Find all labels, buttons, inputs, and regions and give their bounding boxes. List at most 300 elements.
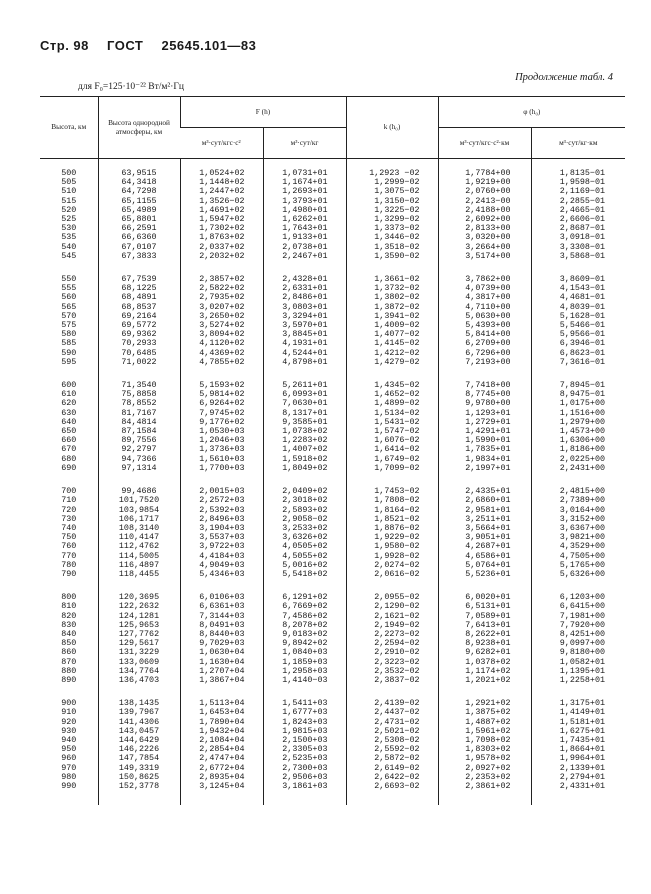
cell-k: 1,9229−02 <box>346 533 438 542</box>
cell-scale-height: 87,1584 <box>98 427 180 436</box>
cell-F2: 3,1861+03 <box>263 782 346 791</box>
cell-scale-height: 114,5005 <box>98 552 180 561</box>
cell-F2: 1,3793+01 <box>263 197 346 206</box>
cell-scale-height: 108,3140 <box>98 524 180 533</box>
cell-k: 2,2273−02 <box>346 630 438 639</box>
cell-phi1: 7,2193+00 <box>438 358 531 367</box>
cell-F2: 5,2611+01 <box>263 381 346 390</box>
col-phi-header: φ (h₀) <box>438 97 625 128</box>
spacer-cell <box>98 579 180 593</box>
cell-phi1: 4,6586+01 <box>438 552 531 561</box>
cell-phi2: 1,3175+01 <box>531 699 625 708</box>
spacer-cell <box>98 367 180 381</box>
cell-F1: 3,5537+03 <box>180 533 263 542</box>
cell-scale-height: 150,8625 <box>98 773 180 782</box>
cell-phi2: 8,9475−01 <box>531 390 625 399</box>
cell-F2: 3,8845+01 <box>263 330 346 339</box>
cell-height: 570 <box>61 310 77 321</box>
cell-F1: 1,3867+04 <box>180 676 263 685</box>
cell-k: 1,4345−02 <box>346 381 438 390</box>
cell-phi2: 5,1628−01 <box>531 312 625 321</box>
cell-phi1: 4,7110+00 <box>438 303 531 312</box>
cell-height: 760 <box>61 541 77 552</box>
cell-phi2: 2,0225+00 <box>531 455 625 464</box>
cell-F1: 8,0491+03 <box>180 621 263 630</box>
spacer-cell <box>346 579 438 593</box>
cell-F1: 6,9264+02 <box>180 399 263 408</box>
cell-scale-height: 146,2226 <box>98 745 180 754</box>
spacer-cell <box>438 473 531 487</box>
cell-F2: 1,9133+01 <box>263 233 346 242</box>
spacer-cell <box>438 367 531 381</box>
spacer-cell <box>438 579 531 593</box>
cell-scale-height: 106,1717 <box>98 515 180 524</box>
cell-k: 1,5134−02 <box>346 409 438 418</box>
cell-phi1: 2,0760+00 <box>438 187 531 196</box>
cell-scale-height: 64,3418 <box>98 178 180 187</box>
cell-phi1: 2,6860+01 <box>438 496 531 505</box>
cell-F1: 1,4691+02 <box>180 206 263 215</box>
cell-phi1: 2,6092+00 <box>438 215 531 224</box>
cell-scale-height: 144,6429 <box>98 736 180 745</box>
cell-phi2: 4,1543−01 <box>531 284 625 293</box>
cell-scale-height: 110,4147 <box>98 533 180 542</box>
cell-F1: 1,5113+04 <box>180 699 263 708</box>
cell-F2: 1,4007+02 <box>263 445 346 454</box>
cell-F1: 3,8094+02 <box>180 330 263 339</box>
cell-phi2: 1,1395+01 <box>531 667 625 676</box>
cell-phi2: 3,5868−01 <box>531 252 625 261</box>
cell-height: 620 <box>61 398 77 409</box>
cell-k: 1,3075−02 <box>346 187 438 196</box>
cell-F2: 2,6331+01 <box>263 284 346 293</box>
cell-F2: 7,4586+02 <box>263 612 346 621</box>
cell-F1: 5,9814+02 <box>180 390 263 399</box>
spacer-cell <box>531 473 625 487</box>
col-F-unit2: м³·сут/кг <box>263 128 346 159</box>
cell-scale-height: 68,4891 <box>98 293 180 302</box>
cell-phi1: 1,2729+01 <box>438 418 531 427</box>
cell-phi2: 2,2794+01 <box>531 773 625 782</box>
cell-height: 810 <box>61 601 77 612</box>
cell-phi1: 2,4335+01 <box>438 487 531 496</box>
cell-F2: 2,3018+02 <box>263 496 346 505</box>
cell-scale-height: 141,4306 <box>98 718 180 727</box>
group-gap <box>40 367 625 381</box>
cell-scale-height: 143,0457 <box>98 727 180 736</box>
cell-scale-height: 67,0107 <box>98 243 180 252</box>
cell-height: 700 <box>61 486 77 497</box>
cell-phi1: 2,0927+02 <box>438 764 531 773</box>
cell-phi2: 2,1339+01 <box>531 764 625 773</box>
cell-scale-height: 81,7167 <box>98 409 180 418</box>
cell-F1: 1,7302+02 <box>180 224 263 233</box>
cell-scale-height: 103,9854 <box>98 506 180 515</box>
cell-k: 2,4437−02 <box>346 708 438 717</box>
cell-phi1: 5,8414+00 <box>438 330 531 339</box>
spacer-cell <box>180 685 263 699</box>
cell-F2: 8,2078+02 <box>263 621 346 630</box>
cell-phi2: 3,9821+00 <box>531 533 625 542</box>
cell-F1: 9,1776+02 <box>180 418 263 427</box>
table-row <box>40 464 625 473</box>
cell-height: 640 <box>61 416 77 427</box>
cell-phi1: 7,0589+01 <box>438 612 531 621</box>
spacer-cell <box>180 791 263 805</box>
spacer-cell <box>346 791 438 805</box>
cell-phi2: 3,0918−01 <box>531 233 625 242</box>
cell-k: 2,2594−02 <box>346 639 438 648</box>
cell-F1: 2,8935+04 <box>180 773 263 782</box>
cell-scale-height: 139,7967 <box>98 708 180 717</box>
cell-phi1: 1,4291+01 <box>438 427 531 436</box>
cell-scale-height: 118,4455 <box>98 570 180 579</box>
cell-k: 1,9928−02 <box>346 552 438 561</box>
spacer-cell <box>40 685 98 699</box>
cell-height: 830 <box>61 619 77 630</box>
cell-k: 1,3150−02 <box>346 197 438 206</box>
cell-height: 510 <box>61 186 77 197</box>
cell-phi2: 8,4251+00 <box>531 630 625 639</box>
cell-height: 580 <box>61 329 77 340</box>
cell-scale-height: 97,1314 <box>98 464 180 473</box>
spacer-cell <box>263 685 346 699</box>
cell-k: 2,3223−02 <box>346 658 438 667</box>
cell-height: 980 <box>61 771 77 782</box>
cell-phi1: 8,2622+01 <box>438 630 531 639</box>
cell-scale-height: 124,1281 <box>98 612 180 621</box>
col-phi-unit2: м³·сут/кг·км <box>531 128 625 159</box>
cell-phi1: 3,5664+01 <box>438 524 531 533</box>
cell-phi2: 2,4815+00 <box>531 487 625 496</box>
cell-F2: 6,7669+02 <box>263 602 346 611</box>
cell-F1: 1,7890+04 <box>180 718 263 727</box>
cell-F2: 1,1674+01 <box>263 178 346 187</box>
cell-F1: 1,1448+02 <box>180 178 263 187</box>
cell-height: 800 <box>61 592 77 603</box>
cell-k: 1,8876−02 <box>346 524 438 533</box>
cell-phi1: 6,7296+00 <box>438 349 531 358</box>
cell-k: 1,4009−02 <box>346 321 438 330</box>
spacer-cell <box>346 367 438 381</box>
cell-F1: 1,2046+03 <box>180 436 263 445</box>
group-gap <box>40 579 625 593</box>
cell-phi2: 9,0997+00 <box>531 639 625 648</box>
cell-F2: 1,0840+03 <box>263 648 346 657</box>
cell-scale-height: 66,2591 <box>98 224 180 233</box>
cell-k: 1,6749−02 <box>346 455 438 464</box>
cell-phi1: 6,2709+00 <box>438 339 531 348</box>
cell-scale-height: 68,8537 <box>98 303 180 312</box>
spacer-cell <box>180 261 263 275</box>
cell-F1: 6,0106+03 <box>180 593 263 602</box>
spacer-cell <box>531 367 625 381</box>
cell-k: 1,3872−02 <box>346 303 438 312</box>
table-row <box>40 782 625 791</box>
cell-phi1: 6,0020+01 <box>438 593 531 602</box>
cell-phi1: 2,4188+00 <box>438 206 531 215</box>
col-F-unit1: м³·сут/кгс·с² <box>180 128 263 159</box>
cell-F1: 1,6453+04 <box>180 708 263 717</box>
cell-phi1: 1,9578+02 <box>438 754 531 763</box>
cell-height: 770 <box>61 550 77 561</box>
cell-F2: 1,6262+01 <box>263 215 346 224</box>
cell-phi2: 7,1981+00 <box>531 612 625 621</box>
cell-F2: 2,0409+02 <box>263 487 346 496</box>
cell-scale-height: 66,6360 <box>98 233 180 242</box>
cell-F1: 2,6772+04 <box>180 764 263 773</box>
cell-k: 2,6422−02 <box>346 773 438 782</box>
cell-k: 2,1621−02 <box>346 612 438 621</box>
cell-scale-height: 69,2164 <box>98 312 180 321</box>
cell-phi2: 4,7505+00 <box>531 552 625 561</box>
cell-scale-height: 68,1225 <box>98 284 180 293</box>
cell-F1: 2,1084+04 <box>180 736 263 745</box>
cell-phi1: 7,6413+01 <box>438 621 531 630</box>
cell-height: 960 <box>61 753 77 764</box>
cell-F2: 2,2467+01 <box>263 252 346 261</box>
cell-phi2: 1,8664+01 <box>531 745 625 754</box>
cell-phi1: 1,5990+01 <box>438 436 531 445</box>
cell-F2: 6,1291+02 <box>263 593 346 602</box>
cell-F2: 1,6777+03 <box>263 708 346 717</box>
cell-phi1: 7,7418+00 <box>438 381 531 390</box>
cell-height: 515 <box>61 195 77 206</box>
cell-F2: 6,0993+01 <box>263 390 346 399</box>
spacer-cell <box>180 473 263 487</box>
spacer-row <box>40 791 625 805</box>
spacer-cell <box>98 685 180 699</box>
cell-F1: 1,0630+04 <box>180 648 263 657</box>
cell-F2: 2,8486+01 <box>263 293 346 302</box>
cell-F2: 1,4980+01 <box>263 206 346 215</box>
cell-height: 690 <box>61 462 77 473</box>
cell-height: 950 <box>61 744 77 755</box>
cell-phi1: 2,3861+02 <box>438 782 531 791</box>
cell-F2: 2,1500+03 <box>263 736 346 745</box>
cell-height: 585 <box>61 338 77 349</box>
cell-scale-height: 89,7556 <box>98 436 180 445</box>
cell-height: 535 <box>61 232 77 243</box>
cell-phi2: 3,0164+00 <box>531 506 625 515</box>
cell-scale-height: 70,6485 <box>98 349 180 358</box>
cell-k: 1,4899−02 <box>346 399 438 408</box>
spacer-cell <box>438 685 531 699</box>
cell-F2: 5,0016+02 <box>263 561 346 570</box>
cell-F2: 1,2958+03 <box>263 667 346 676</box>
cell-F2: 1,7643+01 <box>263 224 346 233</box>
cell-F1: 8,8440+03 <box>180 630 263 639</box>
cell-phi2: 6,8623−01 <box>531 349 625 358</box>
cell-F1: 2,5392+03 <box>180 506 263 515</box>
standard-label: ГОСТ <box>107 38 144 53</box>
table-row <box>40 676 625 685</box>
cell-F2: 3,3294+01 <box>263 312 346 321</box>
cell-height: 540 <box>61 241 77 252</box>
cell-phi2: 2,1169−01 <box>531 187 625 196</box>
cell-F2: 3,2533+02 <box>263 524 346 533</box>
cell-k: 2,1290−02 <box>346 602 438 611</box>
cell-phi2: 4,3529+00 <box>531 542 625 551</box>
cell-phi2: 1,2258+01 <box>531 676 625 685</box>
cell-F1: 2,2032+02 <box>180 252 263 261</box>
cell-k: 1,3373−02 <box>346 224 438 233</box>
cell-phi1: 1,9219+00 <box>438 178 531 187</box>
standard-number: 25645.101—83 <box>161 38 257 53</box>
cell-height: 525 <box>61 214 77 225</box>
cell-phi1: 3,9051+01 <box>438 533 531 542</box>
cell-height: 970 <box>61 762 77 773</box>
cell-phi1: 2,2353+02 <box>438 773 531 782</box>
cell-F1: 2,3857+02 <box>180 275 263 284</box>
cell-k: 2,1949−02 <box>346 621 438 630</box>
cell-F2: 8,1317+01 <box>263 409 346 418</box>
cell-phi2: 3,6367+00 <box>531 524 625 533</box>
table-row <box>40 358 625 367</box>
cell-height: 670 <box>61 444 77 455</box>
spacer-cell <box>263 367 346 381</box>
cell-F2: 4,1931+01 <box>263 339 346 348</box>
cell-phi1: 1,7784+00 <box>438 169 531 178</box>
cell-scale-height: 120,3695 <box>98 593 180 602</box>
cell-phi1: 1,2921+02 <box>438 699 531 708</box>
cell-phi2: 4,4681−01 <box>531 293 625 302</box>
cell-k: 1,7808−02 <box>346 496 438 505</box>
cell-phi2: 6,3946−01 <box>531 339 625 348</box>
cell-height: 530 <box>61 223 77 234</box>
continuation-note: Продолжение табл. 4 <box>515 72 613 83</box>
cell-scale-height: 71,0022 <box>98 358 180 367</box>
cell-k: 2,6149−02 <box>346 764 438 773</box>
cell-F1: 4,1120+02 <box>180 339 263 348</box>
cell-height: 575 <box>61 320 77 331</box>
cell-phi1: 1,3875+02 <box>438 708 531 717</box>
cell-F1: 1,3736+03 <box>180 445 263 454</box>
cell-scale-height: 99,4686 <box>98 487 180 496</box>
cell-F2: 3,5970+01 <box>263 321 346 330</box>
cell-phi2: 1,6275+01 <box>531 727 625 736</box>
cell-phi1: 4,2687+01 <box>438 542 531 551</box>
cell-k: 2,5872−02 <box>346 754 438 763</box>
cell-phi1: 1,0378+02 <box>438 658 531 667</box>
cell-F2: 2,7300+03 <box>263 764 346 773</box>
cell-phi2: 3,3308−01 <box>531 243 625 252</box>
cell-k: 1,4652−02 <box>346 390 438 399</box>
cell-phi1: 5,0764+01 <box>438 561 531 570</box>
cell-height: 780 <box>61 559 77 570</box>
cell-phi1: 1,8303+02 <box>438 745 531 754</box>
cell-scale-height: 92,2797 <box>98 445 180 454</box>
cell-F2: 1,0738+02 <box>263 427 346 436</box>
cell-phi2: 2,4331+01 <box>531 782 625 791</box>
cell-k: 2,2910−02 <box>346 648 438 657</box>
cell-F2: 1,8049+02 <box>263 464 346 473</box>
cell-scale-height: 125,9653 <box>98 621 180 630</box>
cell-phi1: 3,2664+00 <box>438 243 531 252</box>
cell-k: 1,2999−02 <box>346 178 438 187</box>
cell-k: 1,4077−02 <box>346 330 438 339</box>
cell-F2: 4,0505+02 <box>263 542 346 551</box>
spacer-cell <box>263 261 346 275</box>
cell-phi1: 2,1997+01 <box>438 464 531 473</box>
condition-note: для F₀=125·10⁻²² Вт/м²·Гц <box>78 82 184 92</box>
cell-k: 1,3446−02 <box>346 233 438 242</box>
cell-F2: 2,5893+02 <box>263 506 346 515</box>
cell-scale-height: 136,4703 <box>98 676 180 685</box>
cell-F2: 9,8942+02 <box>263 639 346 648</box>
cell-scale-height: 84,4814 <box>98 418 180 427</box>
spacer-cell <box>531 261 625 275</box>
cell-F1: 5,4346+03 <box>180 570 263 579</box>
cell-height: 790 <box>61 568 77 579</box>
cell-k: 1,7099−02 <box>346 464 438 473</box>
spacer-cell <box>531 791 625 805</box>
cell-scale-height: 152,3778 <box>98 782 180 791</box>
cell-F1: 2,5822+02 <box>180 284 263 293</box>
cell-scale-height: 122,2632 <box>98 602 180 611</box>
data-table <box>40 96 625 805</box>
cell-phi1: 3,2511+01 <box>438 515 531 524</box>
cell-phi2: 4,8039−01 <box>531 303 625 312</box>
cell-height: 990 <box>61 780 77 791</box>
cell-height: 840 <box>61 628 77 639</box>
cell-F2: 3,0803+01 <box>263 303 346 312</box>
cell-k: 1,3518−02 <box>346 243 438 252</box>
cell-phi2: 1,0175+00 <box>531 399 625 408</box>
cell-height: 720 <box>61 504 77 515</box>
cell-F2: 7,0630+01 <box>263 399 346 408</box>
cell-phi1: 2,2413−00 <box>438 197 531 206</box>
cell-phi1: 1,9834+01 <box>438 455 531 464</box>
cell-phi2: 1,9598−01 <box>531 178 625 187</box>
cell-phi1: 4,3817+00 <box>438 293 531 302</box>
group-gap <box>40 473 625 487</box>
cell-scale-height: 63,9515 <box>98 169 180 178</box>
cell-scale-height: 67,7539 <box>98 275 180 284</box>
cell-scale-height: 131,3229 <box>98 648 180 657</box>
cell-height: 660 <box>61 435 77 446</box>
cell-scale-height: 71,3540 <box>98 381 180 390</box>
cell-phi2: 1,8186+00 <box>531 445 625 454</box>
cell-height: 870 <box>61 656 77 667</box>
cell-scale-height: 65,8801 <box>98 215 180 224</box>
cell-phi2: 7,7920+00 <box>531 621 625 630</box>
cell-F2: 1,0731+01 <box>263 169 346 178</box>
cell-F1: 2,2572+03 <box>180 496 263 505</box>
cell-height: 860 <box>61 647 77 658</box>
cell-scale-height: 69,5772 <box>98 321 180 330</box>
cell-height: 650 <box>61 426 77 437</box>
spacer-cell <box>531 685 625 699</box>
cell-height: 710 <box>61 495 77 506</box>
cell-height: 910 <box>61 707 77 718</box>
cell-F1: 2,8496+03 <box>180 515 263 524</box>
cell-F1: 2,4747+04 <box>180 754 263 763</box>
cell-height: 930 <box>61 725 77 736</box>
cell-scale-height: 65,4989 <box>98 206 180 215</box>
cell-k: 1,4279−02 <box>346 358 438 367</box>
cell-k: 2,0274−02 <box>346 561 438 570</box>
cell-phi2: 6,1203+00 <box>531 593 625 602</box>
cell-phi2: 1,8135−01 <box>531 169 625 178</box>
cell-scale-height: 67,3833 <box>98 252 180 261</box>
cell-phi1: 2,8133+00 <box>438 224 531 233</box>
col-phi-unit1: м³·сут/кгс·с²·км <box>438 128 531 159</box>
cell-F1: 1,5610+03 <box>180 455 263 464</box>
cell-F1: 4,4184+03 <box>180 552 263 561</box>
cell-F2: 2,0738+01 <box>263 243 346 252</box>
cell-F2: 1,5411+03 <box>263 699 346 708</box>
